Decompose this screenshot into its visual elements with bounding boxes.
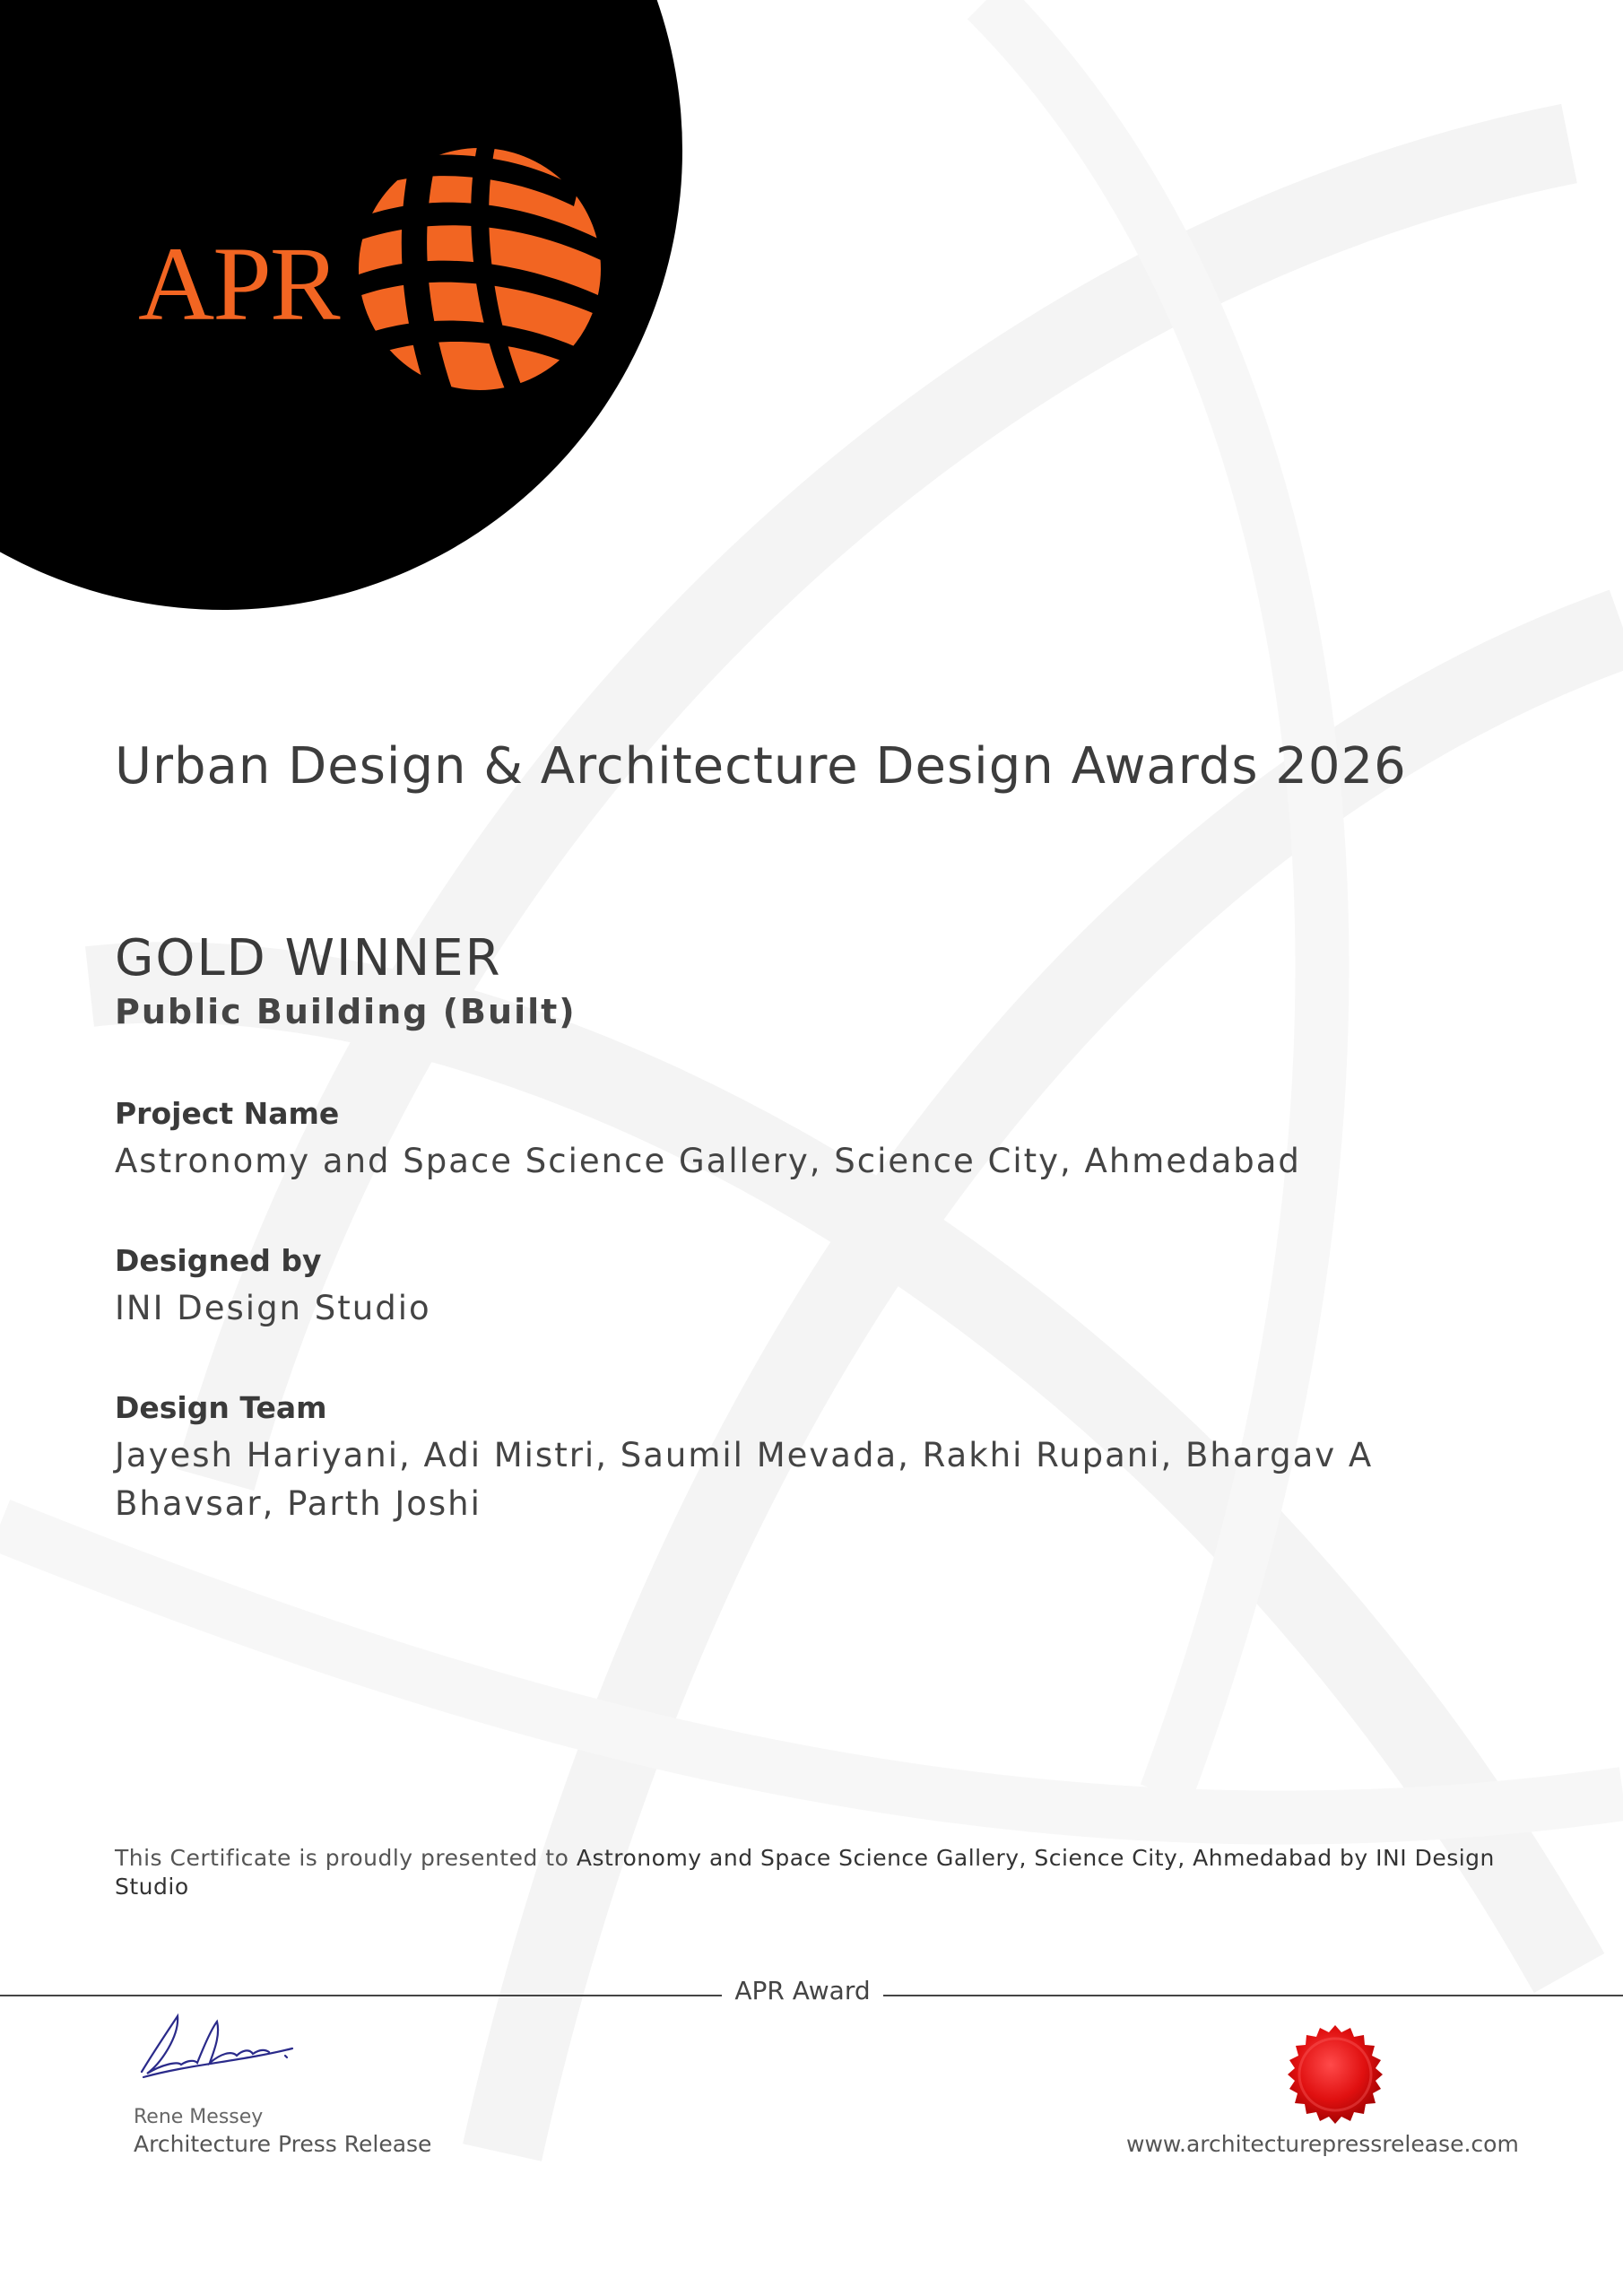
certificate-recipient: Astronomy and Space Science Gallery, Science City, Ahmedabad by INI Design Studio: [115, 1845, 1495, 1900]
project-name-label: Project Name: [115, 1096, 340, 1131]
winner-category: Public Building (Built): [115, 992, 577, 1031]
project-name-value: Astronomy and Space Science Gallery, Science City, Ahmedabad: [115, 1142, 1301, 1180]
logo-wordmark: APR: [138, 225, 339, 343]
award-seal-icon: [1275, 2014, 1395, 2135]
website-link[interactable]: www.architecturepressrelease.com: [1126, 2131, 1519, 2157]
apr-logo: [126, 135, 628, 404]
signer-organization: Architecture Press Release: [134, 2131, 432, 2157]
signer-name: Rene Messey: [134, 2106, 264, 2128]
certificate-prefix: This Certificate is proudly presented to: [115, 1845, 569, 1871]
footer-divider-label: APR Award: [722, 1976, 883, 2005]
award-title: Urban Design & Architecture Design Awards 2026: [115, 737, 1407, 796]
design-team-label: Design Team: [115, 1390, 327, 1425]
designed-by-label: Designed by: [115, 1243, 322, 1278]
design-team-value: Jayesh Hariyani, Adi Mistri, Saumil Mevada, Rakhi Rupani, Bhargav A Bhavsar, Parth Joshi: [115, 1436, 1374, 1523]
designed-by-value: INI Design Studio: [115, 1289, 431, 1327]
globe-icon: [345, 135, 614, 404]
certificate-statement: [115, 1844, 1514, 1901]
winner-rank: GOLD WINNER: [115, 929, 502, 987]
signature-image: [135, 2009, 296, 2081]
